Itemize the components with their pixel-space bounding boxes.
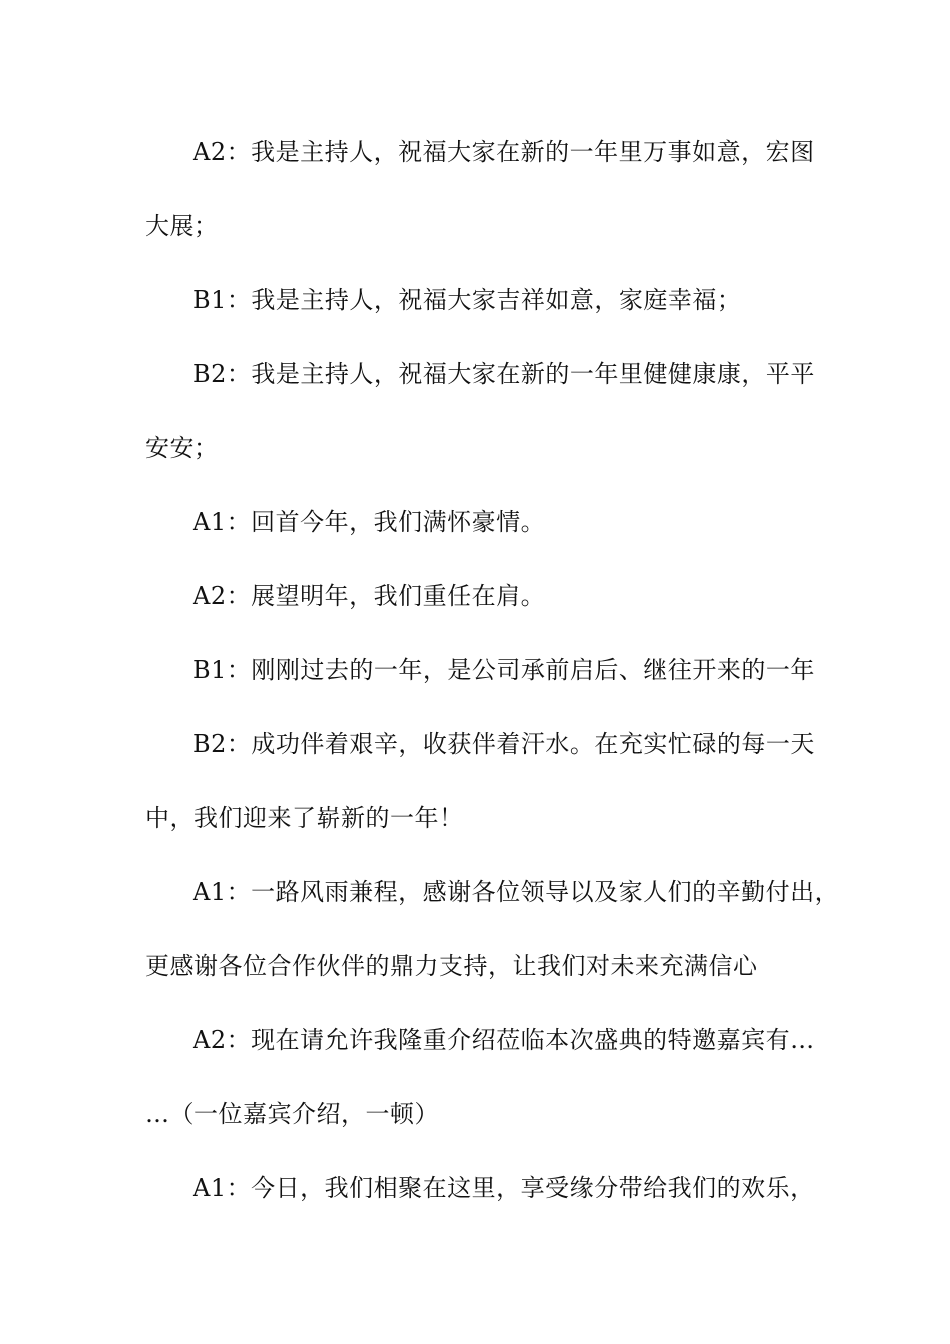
paragraph-line: A2：展望明年，我们重任在肩。 bbox=[193, 582, 546, 610]
paragraph-line: B2：成功伴着艰辛，收获伴着汗水。在充实忙碌的每一天 bbox=[193, 730, 815, 758]
paragraph-line: 安安； bbox=[145, 434, 219, 462]
paragraph-line: A1：一路风雨兼程，感谢各位领导以及家人们的辛勤付出， bbox=[193, 878, 840, 906]
paragraph-line: A2：现在请允许我隆重介绍莅临本次盛典的特邀嘉宾有… bbox=[193, 1026, 815, 1054]
paragraph-line: A1：今日，我们相聚在这里，享受缘分带给我们的欢乐， bbox=[193, 1174, 815, 1202]
paragraph-line: 大展； bbox=[145, 212, 219, 240]
paragraph-line: A2：我是主持人，祝福大家在新的一年里万事如意，宏图 bbox=[193, 138, 815, 166]
paragraph-line: A1：回首今年，我们满怀豪情。 bbox=[193, 508, 546, 536]
paragraph-line: B2：我是主持人，祝福大家在新的一年里健健康康，平平 bbox=[193, 360, 815, 388]
paragraph-line: B1：我是主持人，祝福大家吉祥如意，家庭幸福； bbox=[193, 286, 742, 314]
paragraph-line: 中，我们迎来了崭新的一年！ bbox=[145, 804, 464, 832]
paragraph-line: 更感谢各位合作伙伴的鼎力支持，让我们对未来充满信心 bbox=[145, 952, 758, 980]
paragraph-line: …（一位嘉宾介绍，一顿） bbox=[145, 1100, 439, 1128]
paragraph-line: B1：刚刚过去的一年，是公司承前启后、继往开来的一年 bbox=[193, 656, 815, 684]
